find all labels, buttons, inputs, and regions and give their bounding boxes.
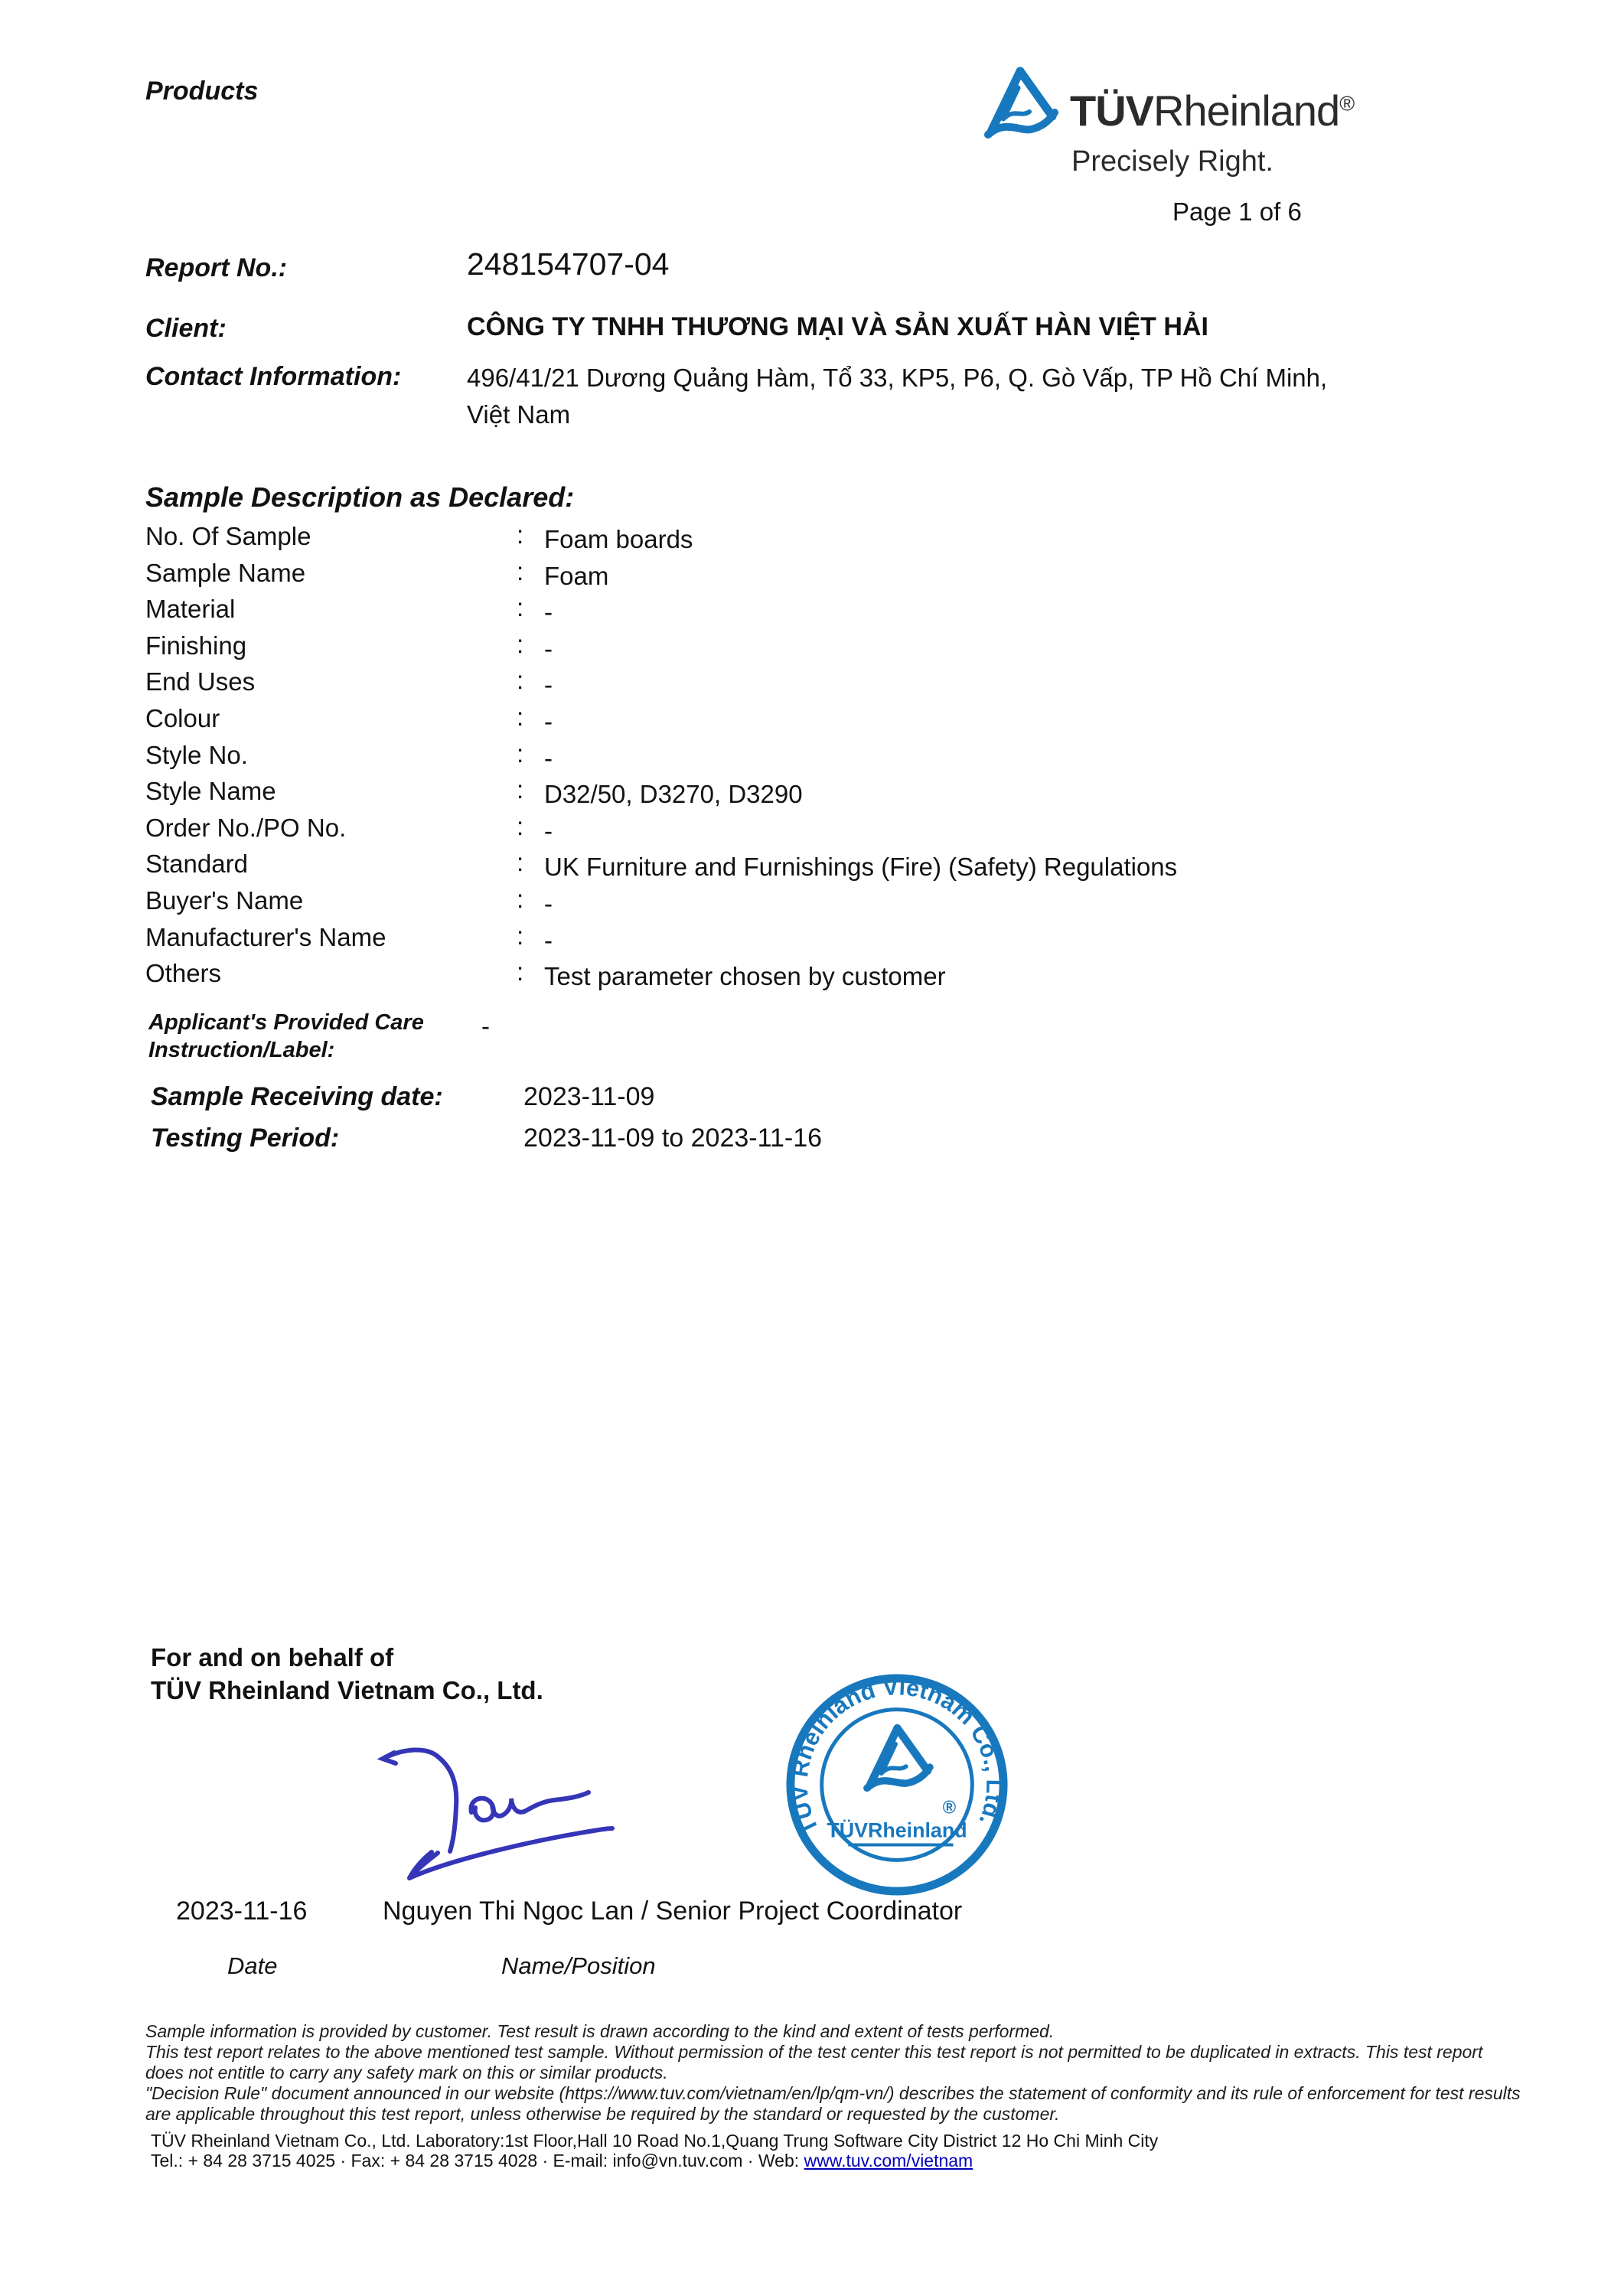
sample-row-colon: :	[517, 629, 524, 658]
page-indicator: Page 1 of 6	[1172, 197, 1302, 226]
sample-row-3	[145, 631, 1492, 668]
sample-row-label: Sample Name	[145, 558, 306, 587]
disclaimer-line-3: does not entitle to carry any safety mark on this or similar products.	[145, 2063, 668, 2082]
sample-row-7	[145, 777, 1492, 814]
contact-address-line-2: Việt Nam	[467, 400, 571, 429]
disclaimer-line-1: Sample information is provided by customer. Test result is drawn according to the kind and extent of tests performed.	[145, 2021, 1055, 2041]
disclaimer	[145, 2021, 1624, 2125]
svg-text:TÜV Rheinland Vietnam Co., Ltd	[785, 1673, 1008, 1839]
sample-row-label: Colour	[145, 703, 220, 732]
sample-row-label: Material	[145, 595, 236, 624]
sample-row-colon: :	[517, 884, 524, 913]
sample-row-6	[145, 741, 1492, 778]
sample-receiving-date-label: Sample Receiving date:	[151, 1082, 443, 1111]
sample-row-colon: :	[517, 702, 524, 731]
behalf-line-2: TÜV Rheinland Vietnam Co., Ltd.	[151, 1676, 543, 1704]
disclaimer-line-2: This test report relates to the above mentioned test sample. Without permission of the test center this test report is not permitted to be duplicated in extracts. This test report	[145, 2042, 1483, 2062]
signature-ink	[373, 1736, 626, 1889]
behalf-statement	[151, 1641, 543, 1707]
sample-row-colon: :	[517, 811, 524, 840]
stamp-ring-text: TÜV Rheinland Vietnam Co., Ltd.	[785, 1673, 1009, 1839]
report-no-label: Report No.:	[145, 253, 288, 282]
sample-row-colon: :	[517, 739, 524, 768]
contact-information-value	[467, 360, 1485, 433]
sample-receiving-date-value: 2023-11-09	[523, 1082, 655, 1111]
sample-row-colon: :	[517, 775, 524, 804]
behalf-line-1: For and on behalf of	[151, 1643, 394, 1671]
products-header-label: Products	[145, 77, 259, 106]
footer-contact-line	[151, 2151, 973, 2170]
sample-row-value: UK Furniture and Furnishings (Fire) (Safety) Regulations	[544, 853, 1178, 882]
sample-row-2	[145, 595, 1492, 631]
testing-period-value: 2023-11-09 to 2023-11-16	[523, 1124, 823, 1153]
sample-row-value: -	[544, 889, 553, 918]
contact-address-line-1: 496/41/21 Dương Quảng Hàm, Tổ 33, KP5, P6, Q. Gò Vấp, TP Hồ Chí Minh,	[467, 364, 1328, 392]
stamp-triangle-icon	[867, 1728, 930, 1788]
sample-row-8	[145, 811, 1492, 850]
sample-row-value: D32/50, D3270, D3290	[544, 780, 803, 809]
date-caption: Date	[227, 1952, 278, 1979]
sample-row-value: -	[544, 816, 553, 845]
sample-row-value: Test parameter chosen by customer	[544, 962, 946, 991]
sample-row-value: Foam	[544, 561, 609, 590]
footer-web-link[interactable]: www.tuv.com/vietnam	[804, 2151, 973, 2170]
sample-row-9	[145, 850, 1492, 886]
sample-row-label: Standard	[145, 850, 248, 879]
care-instruction-label	[148, 1009, 424, 1064]
sample-row-colon: :	[517, 666, 524, 695]
report-no-value: 248154707-04	[467, 246, 670, 282]
sample-row-label: Style Name	[145, 777, 276, 806]
sample-row-label: Buyer's Name	[145, 885, 304, 915]
tuv-rheinland-wordmark	[1070, 86, 1354, 135]
sample-row-1	[145, 556, 1492, 595]
logo-rheinland-text: Rheinland	[1153, 86, 1340, 135]
logo-tuv-text: TÜV	[1070, 86, 1153, 135]
sample-row-label: Others	[145, 959, 222, 988]
contact-information-label: Contact Information:	[145, 362, 402, 391]
client-value: CÔNG TY TNHH THƯƠNG MẠI VÀ SẢN XUẤT HÀN VIỆT HẢI	[467, 312, 1208, 341]
sample-row-colon: :	[517, 957, 524, 987]
sample-row-label: Style No.	[145, 740, 248, 769]
sample-description-rows	[145, 522, 1492, 996]
care-instruction-value: -	[481, 1012, 490, 1040]
sample-row-value: Foam boards	[544, 525, 693, 553]
sample-row-colon: :	[517, 556, 524, 585]
disclaimer-line-5: are applicable throughout this test report, unless otherwise be required by the standard or requested by the customer.	[145, 2104, 1060, 2124]
name-position-caption: Name/Position	[501, 1952, 656, 1979]
registered-trademark-symbol: ®	[1339, 92, 1355, 116]
company-stamp	[783, 1671, 1011, 1899]
client-label: Client:	[145, 314, 227, 343]
sample-row-colon: :	[517, 520, 524, 549]
disclaimer-line-4: "Decision Rule" document announced in our website (https://www.tuv.com/vietnam/en/lp/qm-vn/) describes the statement of conformity and its rule of enforcement for test results	[145, 2083, 1521, 2103]
care-instruction-label-line-2: Instruction/Label:	[148, 1038, 335, 1062]
sample-row-5	[145, 704, 1492, 741]
sample-row-label: Finishing	[145, 631, 247, 660]
sample-row-value: -	[544, 925, 553, 954]
care-instruction-label-line-1: Applicant's Provided Care	[148, 1010, 424, 1035]
sample-description-heading: Sample Description as Declared:	[145, 481, 575, 513]
sample-row-11	[145, 923, 1492, 960]
sample-row-4	[145, 667, 1492, 704]
testing-period-label: Testing Period:	[151, 1124, 340, 1153]
footer-contact-text: Tel.: + 84 28 3715 4025 · Fax: + 84 28 3715 4028 · E-mail: info@vn.tuv.com · Web:	[151, 2151, 804, 2170]
sample-row-colon: :	[517, 593, 524, 622]
stamp-registered-symbol: ®	[942, 1797, 957, 1818]
footer-address-line: TÜV Rheinland Vietnam Co., Ltd. Laboratory:1st Floor,Hall 10 Road No.1,Quang Trung Software City District 12 Ho Chi Minh City	[151, 2131, 1159, 2151]
sample-row-value: -	[544, 743, 553, 772]
sample-row-10	[145, 886, 1492, 923]
sample-row-label: No. Of Sample	[145, 522, 311, 550]
sample-row-value: -	[544, 634, 553, 663]
sample-row-colon: :	[517, 848, 524, 877]
tuv-rheinland-logo-icon	[982, 64, 1058, 143]
sample-row-colon: :	[517, 921, 524, 950]
sample-row-0	[145, 522, 1492, 559]
sample-row-value: -	[544, 670, 553, 700]
signature-date-value: 2023-11-16	[176, 1896, 308, 1926]
stamp-center-brand: TÜVRheinland	[827, 1818, 967, 1842]
sample-row-value: -	[544, 706, 553, 735]
sample-row-label: Manufacturer's Name	[145, 922, 386, 951]
logo-tagline: Precisely Right.	[1071, 145, 1273, 178]
sample-row-12	[145, 959, 1492, 996]
sample-row-label: Order No./PO No.	[145, 813, 347, 842]
sample-row-label: End Uses	[145, 667, 256, 696]
signer-name-position-value: Nguyen Thi Ngoc Lan / Senior Project Coordinator	[383, 1896, 963, 1926]
sample-row-value: -	[544, 598, 553, 627]
